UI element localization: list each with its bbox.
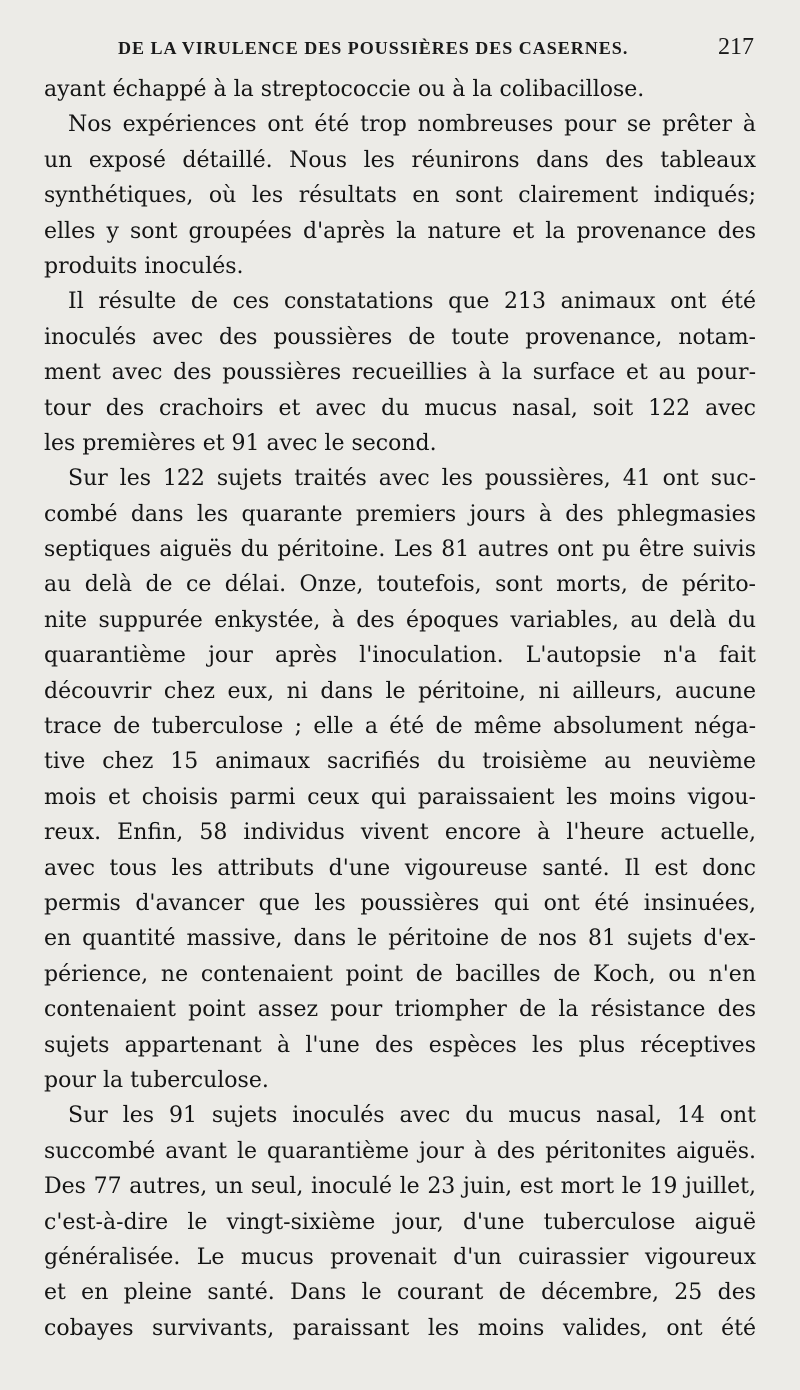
running-head-title: DE LA VIRULENCE DES POUSSIÈRES DES CASERNES. xyxy=(118,38,629,58)
running-header xyxy=(118,34,754,70)
text-line: généralisée. Le mucus provenait d'un cuirassier vigoureux xyxy=(44,1244,756,1270)
text-line: cobayes survivants, paraissant les moins valides, ont été xyxy=(44,1315,756,1341)
body-text xyxy=(44,72,756,1346)
text-line: Des 77 autres, un seul, inoculé le 23 juin, est mort le 19 juillet, xyxy=(44,1174,756,1200)
text-line: sujets appartenant à l'une des espèces les plus réceptives xyxy=(44,1032,756,1058)
text-line: elles y sont groupées d'après la nature et la provenance des xyxy=(44,218,756,244)
text-line: inoculés avec des poussières de toute provenance, notam- xyxy=(44,324,756,350)
text-line: les premières et 91 avec le second. xyxy=(44,430,437,456)
text-line: succombé avant le quarantième jour à des péritonites aiguës. xyxy=(44,1138,756,1164)
text-line: combé dans les quarante premiers jours à des phlegmasies xyxy=(44,501,756,527)
text-line: quarantième jour après l'inoculation. L'autopsie n'a fait xyxy=(44,643,756,669)
text-line: permis d'avancer que les poussières qui ont été insinuées, xyxy=(44,890,756,916)
text-line: périence, ne contenaient point de bacilles de Koch, ou n'en xyxy=(44,961,756,987)
text-line: produits inoculés. xyxy=(44,253,244,279)
text-line: reux. Enfin, 58 individus vivent encore à l'heure actuelle, xyxy=(44,820,756,846)
text-line: au delà de ce délai. Onze, toutefois, sont morts, de périto- xyxy=(44,572,756,598)
text-line: c'est-à-dire le vingt-sixième jour, d'une tuberculose aiguë xyxy=(44,1209,756,1235)
text-line: ment avec des poussières recueillies à la surface et au pour- xyxy=(44,360,756,386)
text-line: en quantité massive, dans le péritoine de nos 81 sujets d'ex- xyxy=(44,926,756,952)
text-line: pour la tuberculose. xyxy=(44,1067,269,1093)
text-line: tive chez 15 animaux sacrifiés du troisième au neuvième xyxy=(44,749,756,775)
text-line: mois et choisis parmi ceux qui paraissaient les moins vigou- xyxy=(44,784,756,810)
text-line: synthétiques, où les résultats en sont clairement indiqués; xyxy=(44,183,756,209)
text-line: contenaient point assez pour triompher de la résistance des xyxy=(44,997,756,1023)
text-line: avec tous les attributs d'une vigoureuse santé. Il est donc xyxy=(44,855,756,881)
text-line: septiques aiguës du péritoine. Les 81 autres ont pu être suivis xyxy=(44,537,756,563)
text-line: trace de tuberculose ; elle a été de même absolument néga- xyxy=(44,714,756,740)
text-line: découvrir chez eux, ni dans le péritoine, ni ailleurs, aucune xyxy=(44,678,756,704)
text-line: et en pleine santé. Dans le courant de décembre, 25 des xyxy=(44,1280,756,1306)
text-line: Il résulte de ces constatations que 213 animaux ont été xyxy=(68,289,756,315)
text-line: Nos expériences ont été trop nombreuses pour se prêter à xyxy=(68,112,756,138)
text-line: un exposé détaillé. Nous les réunirons dans des tableaux xyxy=(44,147,756,173)
text-line: ayant échappé à la streptococcie ou à la colibacillose. xyxy=(44,77,645,102)
text-line: nite suppurée enkystée, à des époques variables, au delà du xyxy=(44,607,756,633)
page-number: 217 xyxy=(718,34,754,60)
text-line: Sur les 122 sujets traités avec les poussières, 41 ont suc- xyxy=(68,466,756,492)
text-line: Sur les 91 sujets inoculés avec du mucus nasal, 14 ont xyxy=(68,1103,756,1129)
text-line: tour des crachoirs et avec du mucus nasal, soit 122 avec xyxy=(44,395,756,421)
